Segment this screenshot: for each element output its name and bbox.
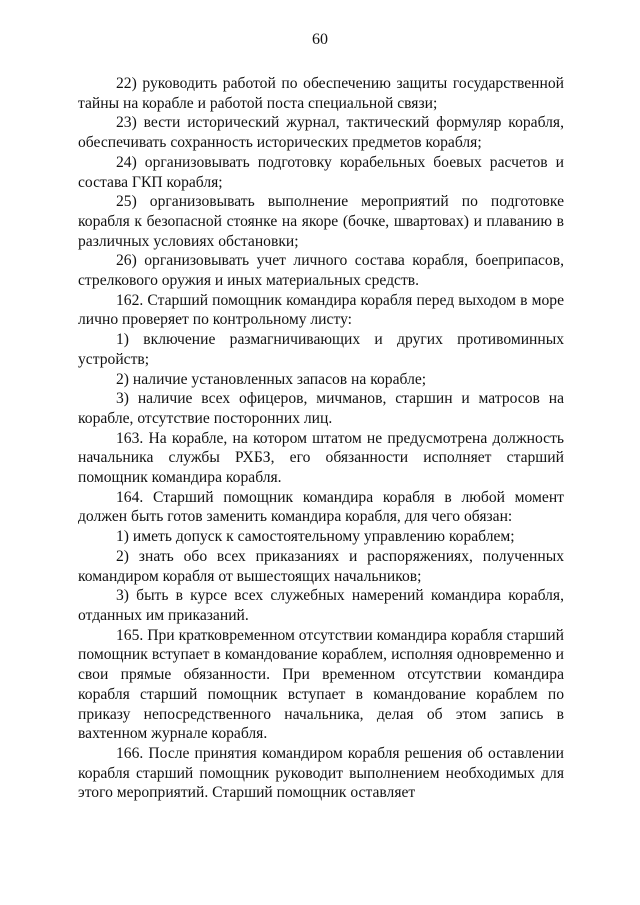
paragraph-item-24: 24) организовывать подготовку корабельных боевых расчетов и состава ГКП корабля; xyxy=(78,153,564,191)
paragraph-164-item-3: 3) быть в курсе всех служебных намерений командира корабля, отданных им приказаний. xyxy=(78,587,564,624)
paragraph-162-item-1: 1) включение размагничивающих и других противоминных устройств; xyxy=(78,331,564,368)
paragraph-162-item-3: 3) наличие всех офицеров, мичманов, старшин и матросов на корабле, отсутствие посторонних лиц. xyxy=(78,390,564,427)
paragraph-165: 165. При кратковременном отсутствии командира корабля старший помощник вступает в командование кораблем, исполняя одновременно и свои прямые обязанности. При временном отсутствии командира корабля старший помощник вступает в командование кораблем по приказу непосредственного начальника, делая об этом запись в вахтенном журнале корабля. xyxy=(78,626,564,743)
paragraph-166: 166. После принятия командиром корабля решения об оставлении корабля старший помощник руководит выполнением необходимых для этого мероприятий. Старший помощник оставляет xyxy=(78,744,564,802)
paragraph-163: 163. На корабле, на котором штатом не предусмотрена должность начальника службы РХБЗ, его обязанности исполняет старший помощник командира корабля. xyxy=(78,429,564,487)
paragraph-item-22: 22) руководить работой по обеспечению защиты государственной тайны на корабле и работой поста специальной связи; xyxy=(78,75,564,112)
paragraph-item-26: 26) организовывать учет личного состава корабля, боеприпасов, стрелкового оружия и иных материальных средств. xyxy=(78,252,564,290)
paragraph-164-item-1: 1) иметь допуск к самостоятельному управлению кораблем; xyxy=(116,528,515,546)
paragraph-164: 164. Старший помощник командира корабля в любой момент должен быть готов заменить командира корабля, для чего обязан: xyxy=(78,488,564,526)
body-text xyxy=(78,74,564,803)
page-number: 60 xyxy=(312,31,328,48)
paragraph-item-23: 23) вести исторический журнал, тактический формуляр корабля, обеспечивать сохранность исторических предметов корабля; xyxy=(78,114,564,152)
paragraph-item-25: 25) организовывать выполнение мероприятий по подготовке корабля к безопасной стоянке на якоре (бочке, швартовах) и плаванию в различных условиях обстановки; xyxy=(78,193,564,250)
paragraph-162: 162. Старший помощник командира корабля перед выходом в море лично проверяет по контрольному листу: xyxy=(78,291,564,329)
paragraph-162-item-2: 2) наличие установленных запасов на корабле; xyxy=(116,370,427,388)
paragraph-164-item-2: 2) знать обо всех приказаниях и распоряжениях, полученных командиром корабля от вышестоящих начальников; xyxy=(78,547,564,585)
